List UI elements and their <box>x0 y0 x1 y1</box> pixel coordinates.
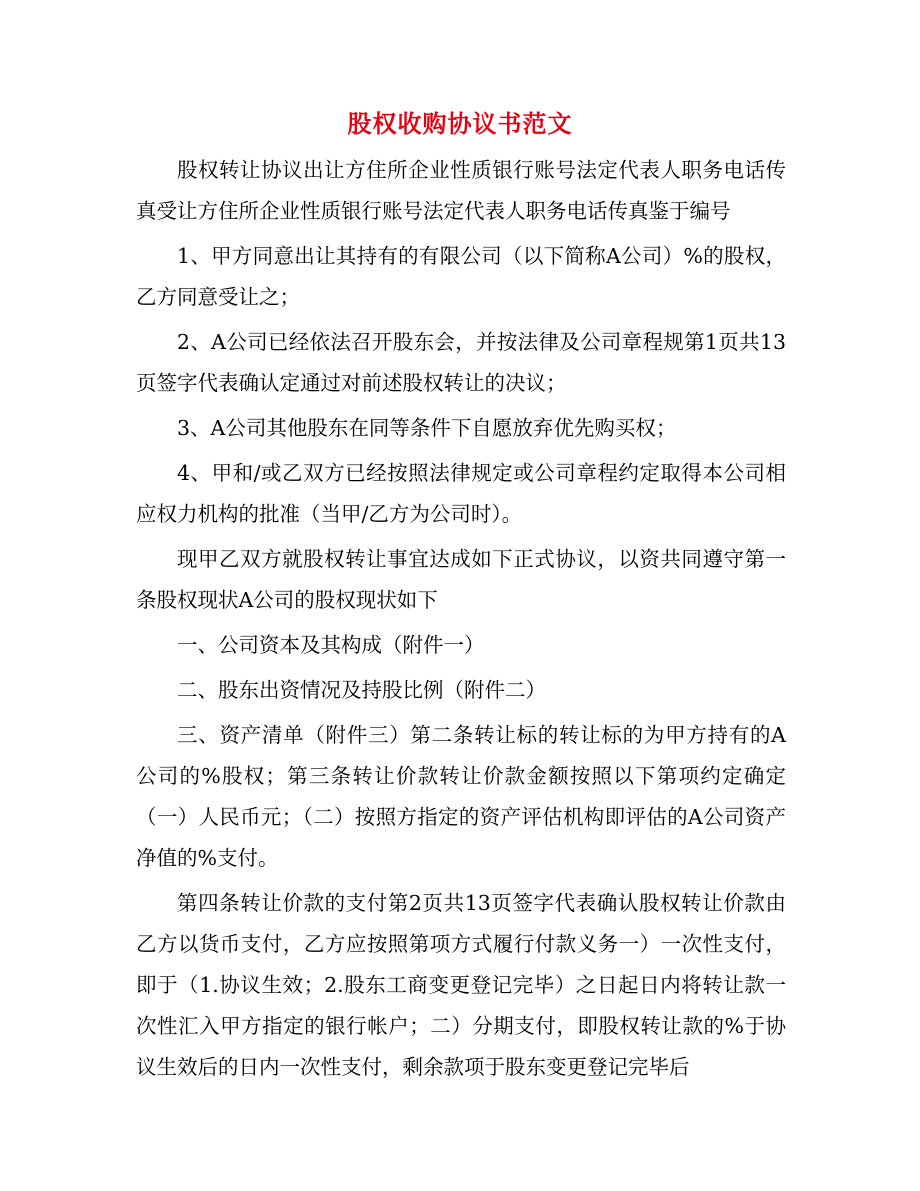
paragraph-recital-3: 3、A公司其他股东在同等条件下自愿放弃优先购买权； <box>177 416 677 440</box>
paragraph-item-shareholding: 二、股东出资情况及持股比例（附件二） <box>177 678 546 702</box>
paragraph-item-capital: 一、公司资本及其构成（附件一） <box>177 633 485 657</box>
paragraph-agreement-intro: 现甲乙双方就股权转让事宜达成如下正式协议，以资共同遵守第一条股权现状A公司的股权现状如下 <box>136 547 786 612</box>
paragraph-item-assets: 三、资产清单（附件三）第二条转让标的转让标的为甲方持有的A公司的%股权；第三条转让价款转让价款金额按照以下第项约定确定（一）人民币元；（二）按照方指定的资产评估机构即评估的A公司资产净值的%支付。 <box>136 723 786 870</box>
paragraph-article-4: 第四条转让价款的支付第2页共13页签字代表确认股权转让价款由乙方以货币支付，乙方应按照第项方式履行付款义务一）一次性支付，即于（1.协议生效；2.股东工商变更登记完毕）之日起日内将转让款一次性汇入甲方指定的银行帐户；二）分期支付，即股权转让款的%于协议生效后的日内一次性支付，剩余款项于股东变更登记完毕后 <box>136 891 786 1079</box>
document-title: 股权收购协议书范文 <box>347 109 573 138</box>
paragraph-recital-2: 2、A公司已经依法召开股东会，并按法律及公司章程规第1页共13页签字代表确认定通过对前述股权转让的决议； <box>136 330 786 395</box>
document-body <box>136 150 786 1092</box>
paragraph-recital-4: 4、甲和/或乙双方已经按照法律规定或公司章程约定取得本公司相应权力机构的批准（当甲/乙方为公司时）。 <box>136 461 786 526</box>
paragraph-recital-1: 1、甲方同意出让其持有的有限公司（以下简称A公司）%的股权，乙方同意受让之； <box>136 244 786 309</box>
paragraph-preamble: 股权转让协议出让方住所企业性质银行账号法定代表人职务电话传真受让方住所企业性质银行账号法定代表人职务电话传真鉴于编号 <box>136 158 786 223</box>
